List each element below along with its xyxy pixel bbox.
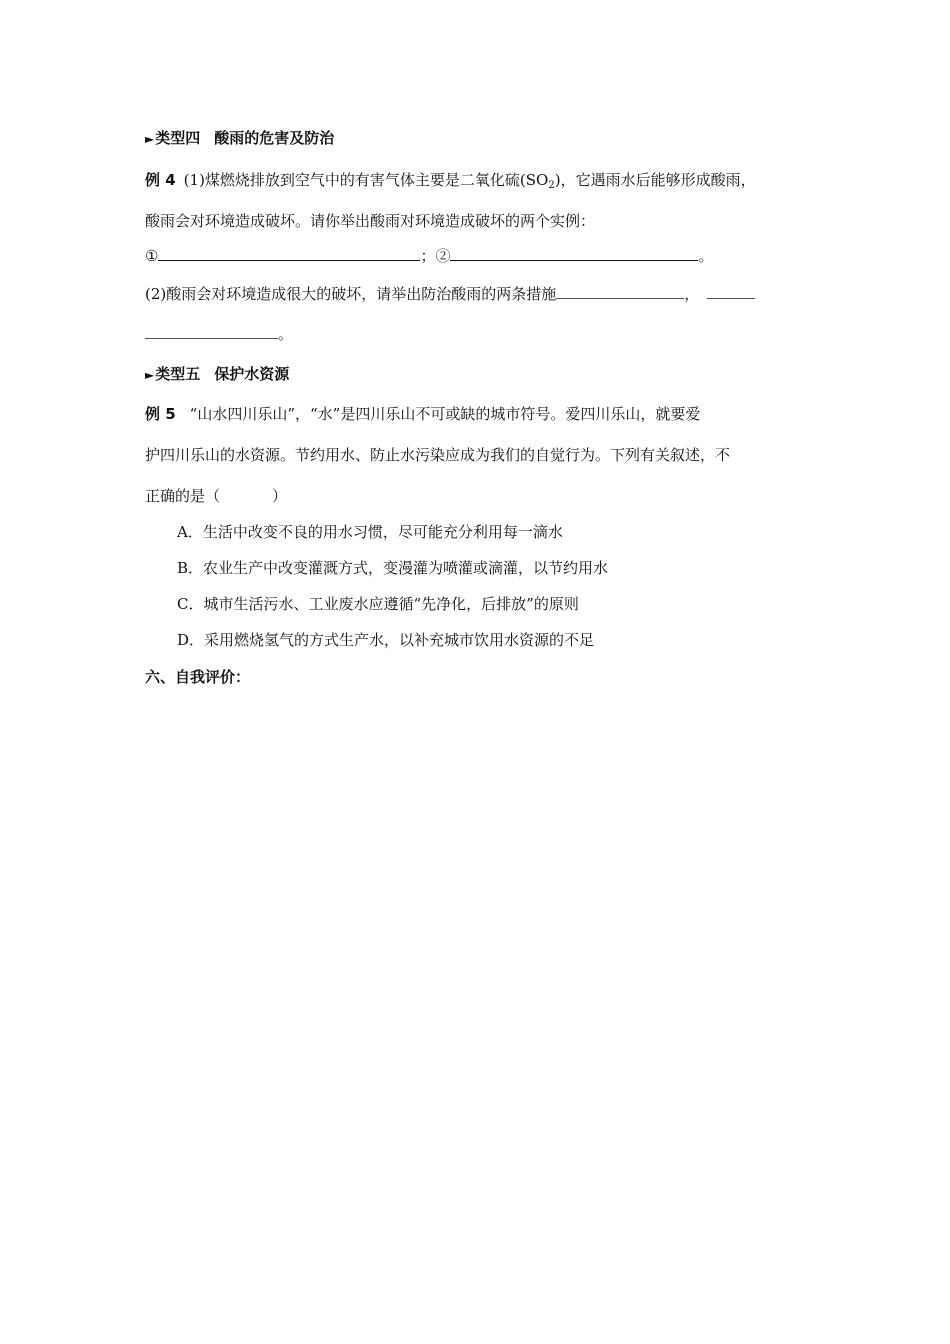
- example4-line4-text: (2)酸雨会对环境造成很大的破坏，请举出防治酸雨的两条措施: [145, 285, 557, 303]
- example4-line1-prefix: (1)煤燃烧排放到空气中的有害气体主要是二氧化硫(SO: [183, 171, 549, 189]
- type4-heading: [145, 128, 334, 149]
- example5-line1: [145, 404, 700, 424]
- blank-separator: ；: [420, 247, 436, 265]
- type5-heading: [145, 364, 289, 385]
- type5-title: 类型五: [155, 365, 201, 383]
- example4-line1-sub: 2: [548, 180, 555, 191]
- example4-label: 例 4: [145, 171, 176, 189]
- example5-line3-suffix: ）: [272, 487, 288, 505]
- example4-blanks: [145, 246, 714, 266]
- option-c: C．城市生活污水、工业废水应遵循“先净化，后排放”的原则: [177, 595, 579, 613]
- example5-line2: 护四川乐山的水资源。节约用水、防止水污染应成为我们的自觉行为。下列有关叙述，不: [145, 446, 731, 464]
- blank2-marker: ②: [435, 247, 451, 265]
- measure-blank-1[interactable]: [556, 284, 684, 299]
- option-a: A．生活中改变不良的用水习惯，尽可能充分利用每一滴水: [177, 523, 563, 541]
- type4-subtitle: 酸雨的危害及防治: [214, 129, 335, 147]
- example5-line3-prefix: 正确的是（: [145, 487, 221, 505]
- example5-line3: [145, 486, 287, 506]
- measure-blank-2-end[interactable]: [145, 324, 278, 339]
- blank1-marker: ①: [145, 247, 159, 265]
- example4-line4: [145, 284, 755, 304]
- answer-blank-2[interactable]: [450, 246, 698, 261]
- example4-line5: [145, 324, 293, 344]
- option-b: B．农业生产中改变灌溉方式，变漫灌为喷灌或滴灌，以节约用水: [177, 559, 609, 577]
- option-d: D．采用燃烧氢气的方式生产水，以补充城市饮用水资源的不足: [177, 631, 595, 649]
- line5-end-mark: 。: [278, 325, 294, 343]
- measure-comma: ，: [684, 285, 700, 303]
- example5-label: 例 5: [145, 405, 176, 423]
- example5-line1-text: “山水四川乐山”，“水”是四川乐山不可或缺的城市符号。爱四川乐山，就要爱: [189, 405, 701, 423]
- answer-blank-1[interactable]: [158, 246, 420, 261]
- type5-subtitle: 保护水资源: [214, 365, 290, 383]
- arrow-right-icon: ►: [145, 368, 155, 382]
- example4-line2: 酸雨会对环境造成破坏。请你举出酸雨对环境造成破坏的两个实例：: [145, 212, 596, 230]
- section6-title: 六、自我评价：: [145, 668, 251, 686]
- arrow-right-icon: ►: [145, 132, 155, 146]
- blank-end-mark: 。: [698, 247, 714, 265]
- type4-title: 类型四: [155, 129, 201, 147]
- measure-blank-2-start[interactable]: [707, 284, 755, 299]
- example4-line1: [145, 170, 756, 196]
- example4-line1-suffix: )，它遇雨水后能够形成酸雨，: [554, 171, 756, 189]
